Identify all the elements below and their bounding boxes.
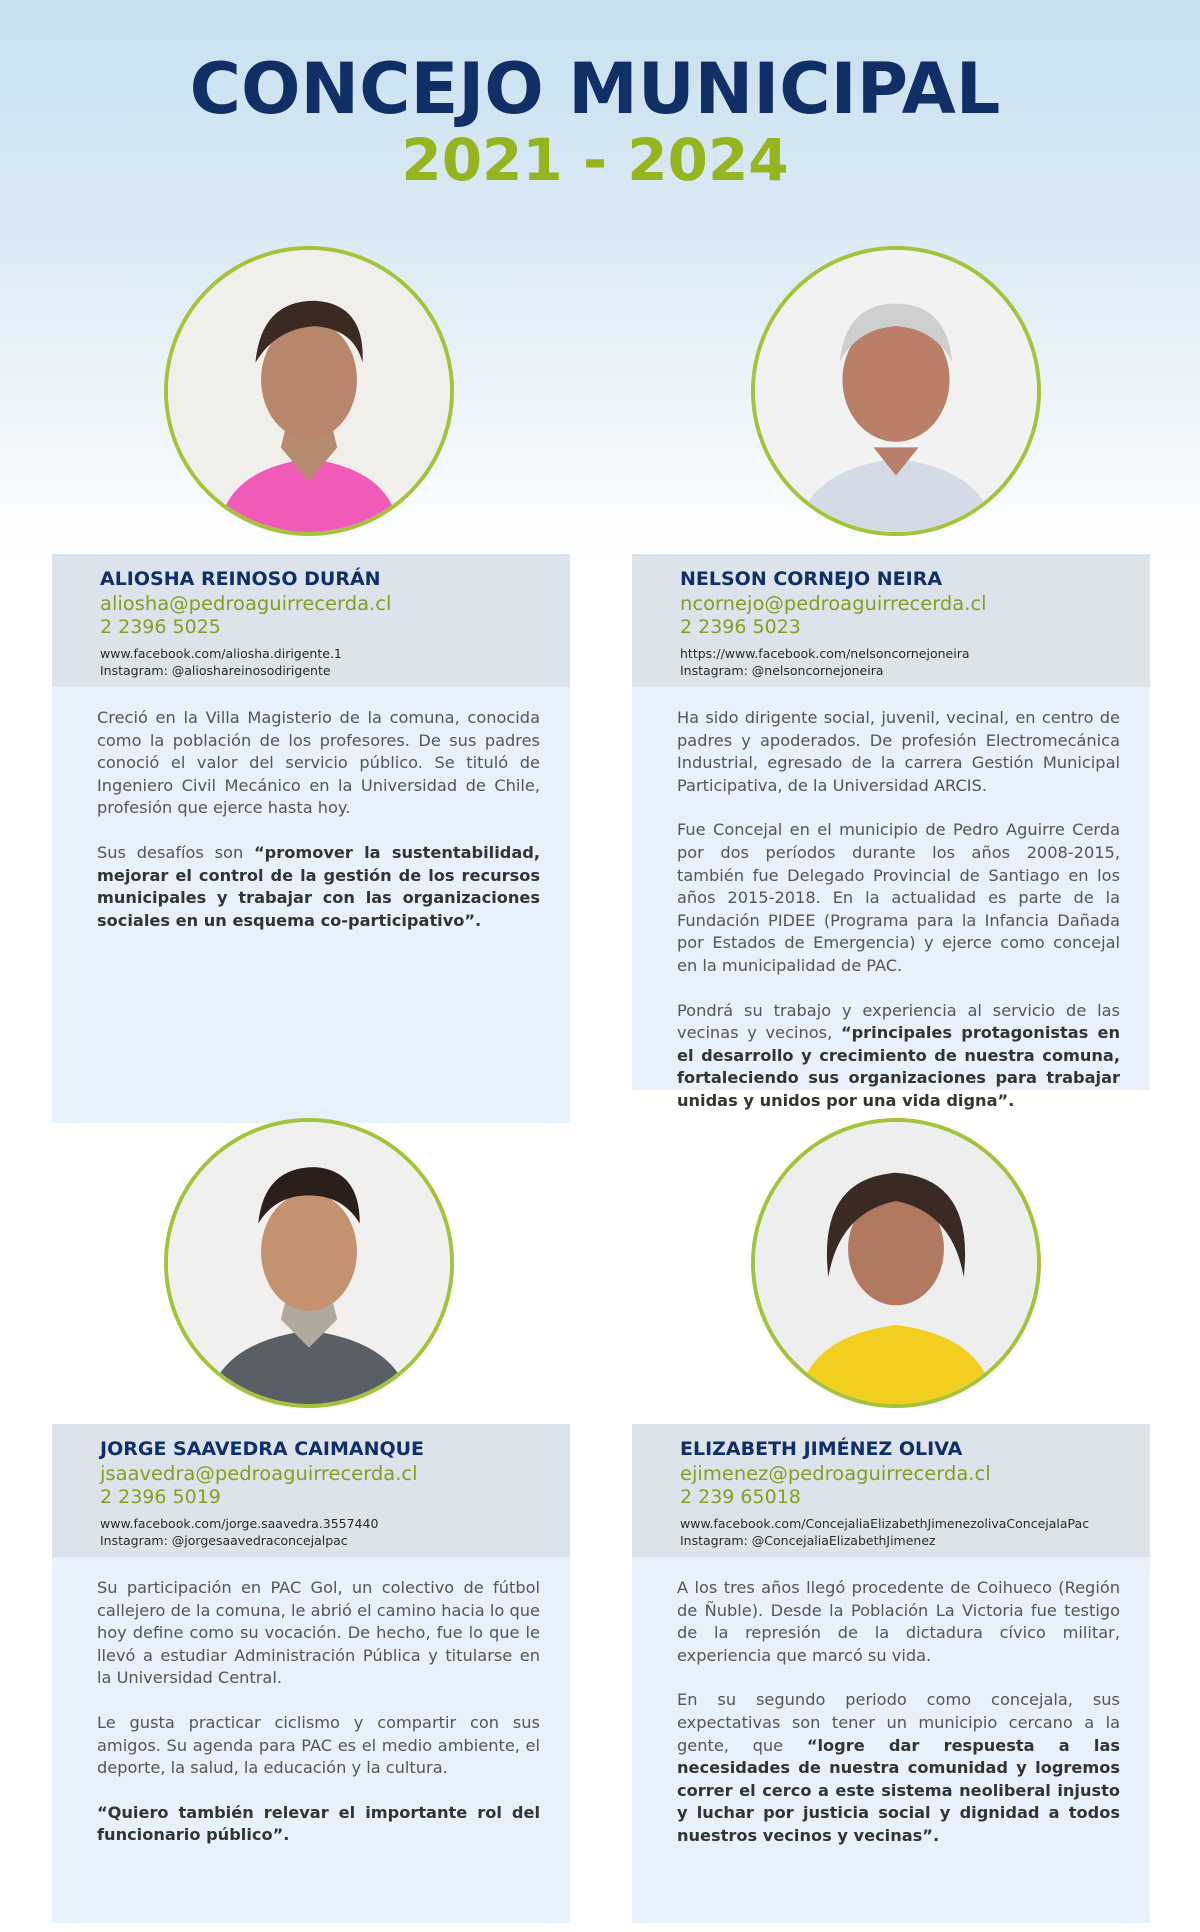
bio-text: A los tres años llegó procedente de Coihueco (Región de Ñuble). Desde la Población La Victoria fue testigo de la represión de la dictadura cívico militar, experiencia que marcó su vida.	[677, 1578, 1120, 1665]
bio-paragraph	[97, 842, 540, 932]
member-header	[52, 1424, 570, 1557]
instagram-handle[interactable]: Instagram: @jorgesaavedraconcejalpac	[100, 1533, 348, 1548]
bio-text: Su participación en PAC Gol, un colectivo de fútbol callejero de la comuna, le abrió el camino hacia lo que hoy define como su vocación. De hecho, fue lo que le llevó a estudiar Administración Pública y titularse en la Universidad Central.	[97, 1578, 540, 1688]
member-email[interactable]: ncornejo@pedroaguirrecerda.cl	[680, 592, 987, 615]
bio-paragraph	[97, 707, 540, 820]
member-name: ELIZABETH JIMÉNEZ OLIVA	[680, 1438, 963, 1460]
member-phone: 2 2396 5019	[100, 1486, 221, 1508]
member-phone: 2 2396 5023	[680, 616, 801, 638]
bio-text: Pondrá su trabajo y experiencia al servicio de las vecinas y vecinos,	[677, 1000, 1120, 1043]
bio-text: Fue Concejal en el municipio de Pedro Aguirre Cerda por dos períodos durante los años 2008-2015, también fue Delegado Provincial de Santiago en los años 2015-2018. En la actualidad es parte de la Fundación PIDEE (Programa para la Infancia Dañada por Estados de Emergencia) y ejerce como concejal en la municipalidad de PAC.	[677, 820, 1120, 975]
member-header	[632, 554, 1150, 687]
bio-paragraph	[677, 1689, 1120, 1847]
facebook-link[interactable]: www.facebook.com/jorge.saavedra.3557440	[100, 1516, 379, 1531]
facebook-link[interactable]: www.facebook.com/aliosha.dirigente.1	[100, 646, 342, 661]
member-bio	[632, 687, 1150, 1110]
bio-paragraph	[677, 1577, 1120, 1667]
bio-text: En su segundo periodo como concejala, sus expectativas son tener un municipio cercano a la gente, que	[677, 1690, 1120, 1755]
bio-quote: “promover la sustentabilidad, mejorar el control de la gestión de los recursos municipales y trabajar con las organizaciones sociales en un esquema co-participativo”.	[97, 842, 540, 930]
facebook-link[interactable]: https://www.facebook.com/nelsoncornejoneira	[680, 646, 970, 661]
member-name: JORGE SAAVEDRA CAIMANQUE	[100, 1438, 425, 1460]
instagram-handle[interactable]: Instagram: @nelsoncornejoneira	[680, 663, 884, 678]
member-email[interactable]: jsaavedra@pedroaguirrecerda.cl	[100, 1462, 418, 1485]
bio-text: Sus desafíos son	[97, 842, 254, 862]
bio-text: Ha sido dirigente social, juvenil, vecinal, en centro de padres y apoderados. De profesión Electromecánica Industrial, egresado de la carrera Gestión Municipal Participativa, de la Universidad ARCIS.	[677, 708, 1120, 795]
bio-text: Le gusta practicar ciclismo y compartir con sus amigos. Su agenda para PAC es el medio ambiente, el deporte, la salud, la educación y la cultura.	[97, 1712, 540, 1778]
instagram-handle[interactable]: Instagram: @alioshareinosodirigente	[100, 663, 331, 678]
portrait-photo	[751, 1118, 1041, 1408]
page-title: CONCEJO MUNICIPAL	[189, 48, 1001, 130]
member-header	[52, 554, 570, 687]
bio-paragraph	[677, 1000, 1120, 1113]
bio-text: Creció en la Villa Magisterio de la comuna, conocida como la población de los profesores. De sus padres conoció el valor del servicio público. Se tituló de Ingeniero Civil Mecánico en la Universidad de Chile, profesión que ejerce hasta hoy.	[97, 708, 540, 818]
bio-paragraph	[677, 819, 1120, 977]
member-bio	[52, 1557, 570, 1923]
bio-paragraph	[97, 1712, 540, 1780]
instagram-handle[interactable]: Instagram: @ConcejaliaElizabethJimenez	[680, 1533, 936, 1548]
bio-quote: “logre dar respuesta a las necesidades de nuestra comunidad y logremos correr el cerco a este sistema neoliberal injusto y luchar por justicia social y dignidad a todos nuestros vecinos y vecinas”.	[677, 1735, 1120, 1845]
member-phone: 2 239 65018	[680, 1486, 801, 1508]
member-card	[52, 554, 570, 1123]
bio-quote: “Quiero también relevar el importante rol del funcionario público”.	[97, 1802, 540, 1845]
member-name: NELSON CORNEJO NEIRA	[680, 568, 943, 590]
member-email[interactable]: ejimenez@pedroaguirrecerda.cl	[680, 1462, 991, 1485]
member-email[interactable]: aliosha@pedroaguirrecerda.cl	[100, 592, 392, 615]
member-name: ALIOSHA REINOSO DURÁN	[100, 568, 381, 590]
portrait-photo	[164, 246, 454, 536]
member-bio	[52, 687, 570, 1123]
member-bio	[632, 1557, 1150, 1923]
member-header	[632, 1424, 1150, 1557]
member-phone: 2 2396 5025	[100, 616, 221, 638]
facebook-link[interactable]: www.facebook.com/ConcejaliaElizabethJimenezolivaConcejalaPac	[680, 1516, 1090, 1531]
bio-paragraph	[97, 1577, 540, 1690]
bio-paragraph	[677, 707, 1120, 797]
bio-quote: “principales protagonistas en el desarrollo y crecimiento de nuestra comuna, fortaleciendo sus organizaciones para trabajar unidas y unidos por una vida digna”.	[677, 1023, 1120, 1110]
member-card	[52, 1424, 570, 1923]
portrait-photo	[164, 1118, 454, 1408]
member-card	[632, 1424, 1150, 1923]
bio-paragraph	[97, 1802, 540, 1847]
portrait-photo	[751, 246, 1041, 536]
member-card	[632, 554, 1150, 1110]
term-years: 2021 - 2024	[401, 126, 789, 194]
